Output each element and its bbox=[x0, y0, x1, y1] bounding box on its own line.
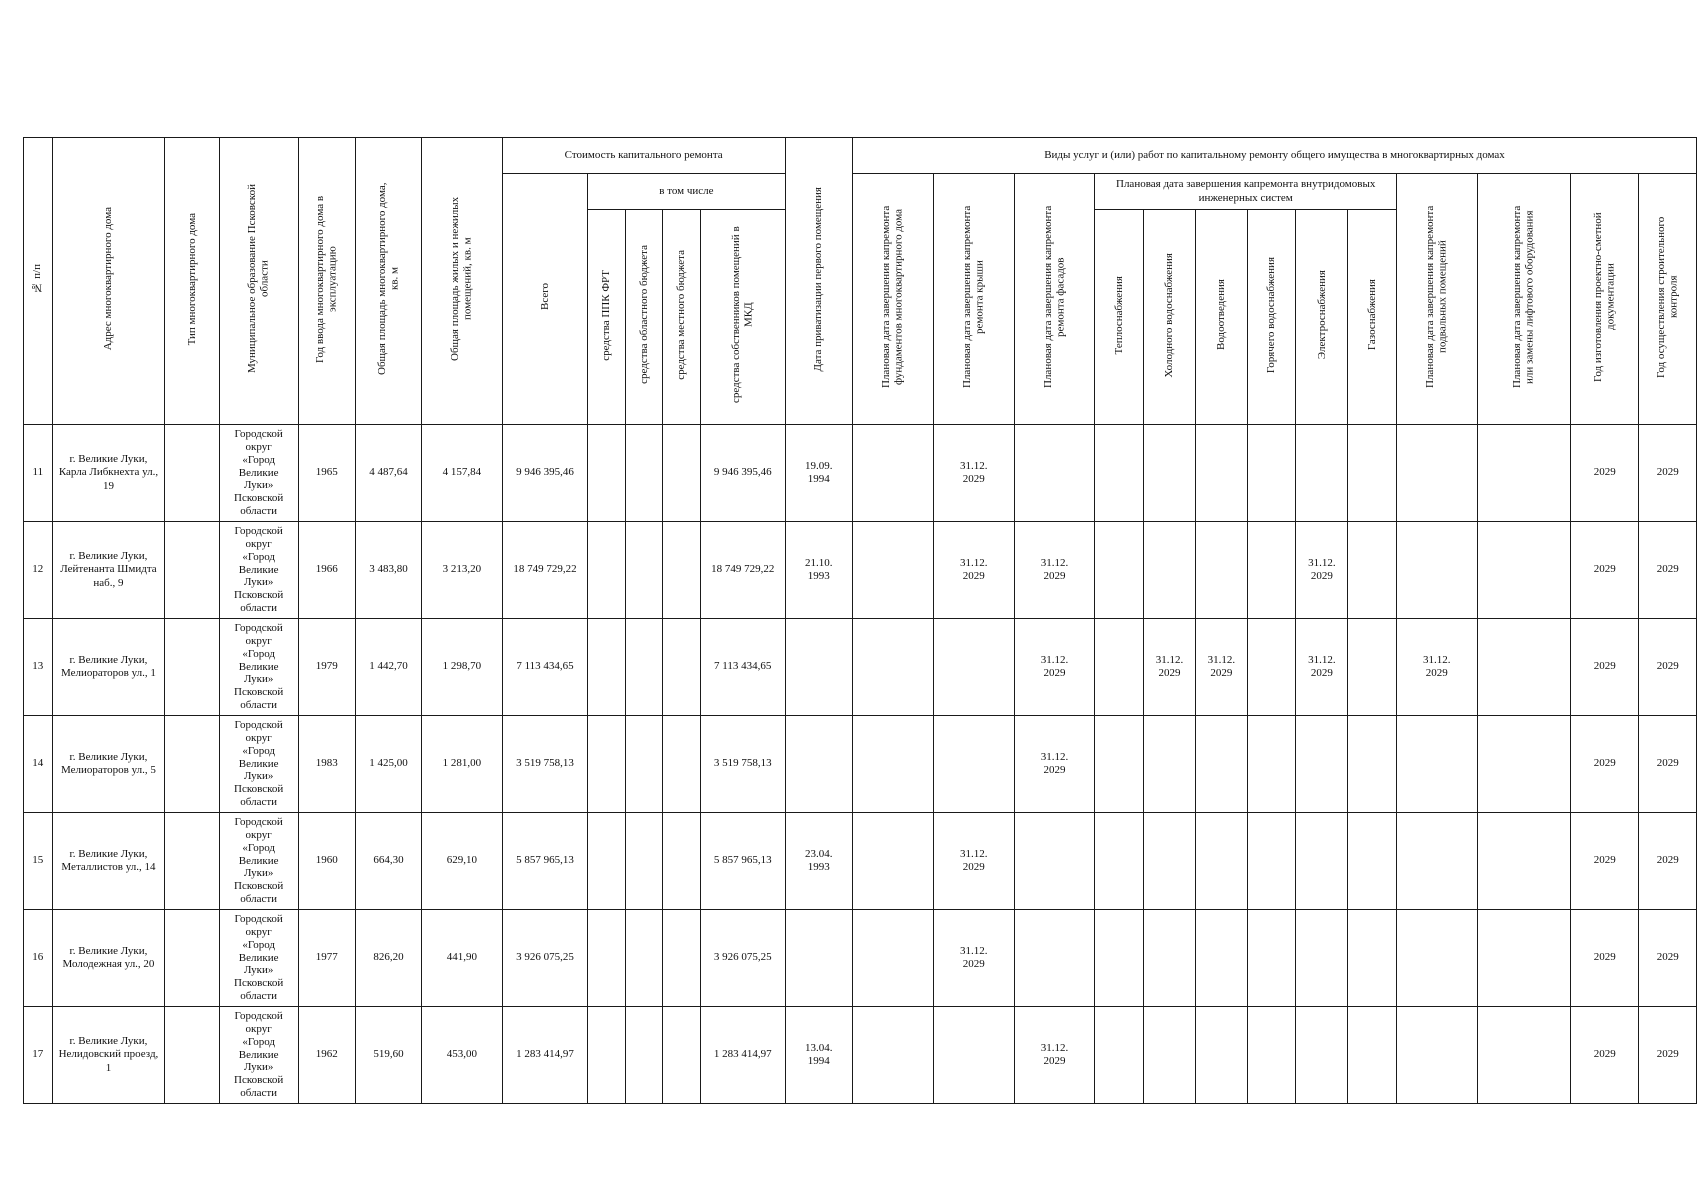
cell-facade: 31.12. 2029 bbox=[1014, 716, 1095, 813]
cell-drainage: 31.12. 2029 bbox=[1195, 619, 1247, 716]
cell-year: 1966 bbox=[298, 522, 355, 619]
col-header-num: № п/п bbox=[24, 138, 53, 425]
cell-hot-water bbox=[1247, 1007, 1295, 1104]
cell-facade: 31.12. 2029 bbox=[1014, 522, 1095, 619]
cell-total: 7 113 434,65 bbox=[502, 619, 588, 716]
cell-electricity bbox=[1296, 910, 1348, 1007]
cell-owners: 5 857 965,13 bbox=[700, 813, 785, 910]
cell-total: 3 926 075,25 bbox=[502, 910, 588, 1007]
cell-privatization: 21.10. 1993 bbox=[785, 522, 852, 619]
cell-privatization bbox=[785, 716, 852, 813]
cell-electricity bbox=[1296, 425, 1348, 522]
table-row bbox=[24, 619, 1697, 716]
cell-roof bbox=[933, 716, 1014, 813]
cell-local bbox=[663, 619, 701, 716]
cell-drainage bbox=[1195, 522, 1247, 619]
cell-elevator bbox=[1477, 619, 1570, 716]
cell-basement: 31.12. 2029 bbox=[1396, 619, 1477, 716]
cell-drainage bbox=[1195, 1007, 1247, 1104]
cell-facade bbox=[1014, 813, 1095, 910]
cell-num: 15 bbox=[24, 813, 53, 910]
table-row bbox=[24, 910, 1697, 1007]
cell-num: 12 bbox=[24, 522, 53, 619]
cell-heating bbox=[1095, 910, 1143, 1007]
col-header-living-area: Общая площадь жилых и нежилых помещений, кв. м bbox=[421, 138, 502, 425]
cell-elevator bbox=[1477, 910, 1570, 1007]
cell-control-year: 2029 bbox=[1639, 910, 1697, 1007]
cell-regional bbox=[626, 1007, 663, 1104]
cell-elevator bbox=[1477, 716, 1570, 813]
col-header-total-area: Общая площадь многоквартирного дома, кв. м bbox=[356, 138, 422, 425]
col-header-drainage: Водоотведения bbox=[1195, 210, 1247, 425]
cell-address: г. Великие Луки, Нелидовский проезд, 1 bbox=[52, 1007, 165, 1104]
col-header-works-group: Виды услуг и (или) работ по капитальному ремонту общего имущества в многоквартирных домах bbox=[852, 138, 1696, 174]
cell-year: 1962 bbox=[298, 1007, 355, 1104]
col-header-regional: средства областного бюджета bbox=[626, 210, 663, 425]
cell-privatization bbox=[785, 619, 852, 716]
cell-design-year: 2029 bbox=[1571, 1007, 1639, 1104]
cell-foundation bbox=[852, 425, 933, 522]
cell-municipality: Городской округ «Город Великие Луки» Псковской области bbox=[219, 1007, 298, 1104]
cell-design-year: 2029 bbox=[1571, 813, 1639, 910]
cell-heating bbox=[1095, 813, 1143, 910]
cell-cold-water bbox=[1143, 425, 1195, 522]
cell-control-year: 2029 bbox=[1639, 619, 1697, 716]
cell-cold-water bbox=[1143, 522, 1195, 619]
cell-roof bbox=[933, 619, 1014, 716]
col-header-type: Тип многоквартирного дома bbox=[165, 138, 219, 425]
cell-year: 1977 bbox=[298, 910, 355, 1007]
cell-foundation bbox=[852, 619, 933, 716]
cell-foundation bbox=[852, 522, 933, 619]
cell-control-year: 2029 bbox=[1639, 425, 1697, 522]
cell-address: г. Великие Луки, Карла Либкнехта ул., 19 bbox=[52, 425, 165, 522]
table-body bbox=[24, 425, 1697, 1104]
cell-living-area: 3 213,20 bbox=[421, 522, 502, 619]
table-row bbox=[24, 425, 1697, 522]
col-header-heating: Теплоснабжения bbox=[1095, 210, 1143, 425]
cell-privatization: 23.04. 1993 bbox=[785, 813, 852, 910]
cell-gas bbox=[1348, 716, 1396, 813]
cell-drainage bbox=[1195, 425, 1247, 522]
cell-basement bbox=[1396, 1007, 1477, 1104]
cell-privatization: 19.09. 1994 bbox=[785, 425, 852, 522]
col-header-electricity: Электроснабжения bbox=[1296, 210, 1348, 425]
cell-cold-water: 31.12. 2029 bbox=[1143, 619, 1195, 716]
cell-design-year: 2029 bbox=[1571, 619, 1639, 716]
cell-owners: 7 113 434,65 bbox=[700, 619, 785, 716]
cell-gas bbox=[1348, 522, 1396, 619]
cell-year: 1983 bbox=[298, 716, 355, 813]
cell-drainage bbox=[1195, 910, 1247, 1007]
col-header-gas: Газоснабжения bbox=[1348, 210, 1396, 425]
col-header-design-year: Год изготовления проектно-сметной документации bbox=[1571, 174, 1639, 425]
cell-roof bbox=[933, 1007, 1014, 1104]
cell-year: 1979 bbox=[298, 619, 355, 716]
cell-heating bbox=[1095, 1007, 1143, 1104]
cell-year: 1965 bbox=[298, 425, 355, 522]
cell-living-area: 629,10 bbox=[421, 813, 502, 910]
cell-local bbox=[663, 522, 701, 619]
cell-foundation bbox=[852, 910, 933, 1007]
col-header-privatization: Дата приватизации первого помещения bbox=[785, 138, 852, 425]
cell-municipality: Городской округ «Город Великие Луки» Псковской области bbox=[219, 813, 298, 910]
cell-electricity: 31.12. 2029 bbox=[1296, 522, 1348, 619]
cell-local bbox=[663, 910, 701, 1007]
col-header-foundation: Плановая дата завершения капремонта фундаментов многоквартирного дома bbox=[852, 174, 933, 425]
cell-hot-water bbox=[1247, 425, 1295, 522]
col-header-systems-group: Плановая дата завершения капремонта внутридомовых инженерных систем bbox=[1095, 174, 1396, 210]
col-header-year-built: Год ввода многоквартирного дома в эксплуатацию bbox=[298, 138, 355, 425]
cell-gas bbox=[1348, 813, 1396, 910]
cell-gas bbox=[1348, 619, 1396, 716]
cell-ppk bbox=[588, 619, 626, 716]
cell-regional bbox=[626, 425, 663, 522]
cell-type bbox=[165, 813, 219, 910]
cell-control-year: 2029 bbox=[1639, 1007, 1697, 1104]
cell-elevator bbox=[1477, 813, 1570, 910]
cell-total-area: 519,60 bbox=[356, 1007, 422, 1104]
cell-num: 14 bbox=[24, 716, 53, 813]
table-row bbox=[24, 522, 1697, 619]
cell-total-area: 4 487,64 bbox=[356, 425, 422, 522]
cell-facade: 31.12. 2029 bbox=[1014, 1007, 1095, 1104]
cell-privatization bbox=[785, 910, 852, 1007]
cell-num: 13 bbox=[24, 619, 53, 716]
cell-gas bbox=[1348, 425, 1396, 522]
cell-regional bbox=[626, 910, 663, 1007]
cell-basement bbox=[1396, 813, 1477, 910]
cell-local bbox=[663, 1007, 701, 1104]
cell-design-year: 2029 bbox=[1571, 425, 1639, 522]
table-row bbox=[24, 813, 1697, 910]
cell-regional bbox=[626, 716, 663, 813]
col-header-cost-group: Стоимость капитального ремонта bbox=[502, 138, 785, 174]
cell-facade bbox=[1014, 425, 1095, 522]
cell-municipality: Городской округ «Город Великие Луки» Псковской области bbox=[219, 522, 298, 619]
col-header-address: Адрес многоквартирного дома bbox=[52, 138, 165, 425]
cell-regional bbox=[626, 813, 663, 910]
cell-owners: 3 519 758,13 bbox=[700, 716, 785, 813]
cell-cold-water bbox=[1143, 910, 1195, 1007]
cell-type bbox=[165, 619, 219, 716]
cell-address: г. Великие Луки, Молодежная ул., 20 bbox=[52, 910, 165, 1007]
cell-total: 18 749 729,22 bbox=[502, 522, 588, 619]
col-header-hot-water: Горячего водоснабжения bbox=[1247, 210, 1295, 425]
cell-roof: 31.12. 2029 bbox=[933, 425, 1014, 522]
cell-control-year: 2029 bbox=[1639, 522, 1697, 619]
cell-heating bbox=[1095, 425, 1143, 522]
cell-owners: 3 926 075,25 bbox=[700, 910, 785, 1007]
cell-roof: 31.12. 2029 bbox=[933, 910, 1014, 1007]
col-header-local: средства местного бюджета bbox=[663, 210, 701, 425]
cell-drainage bbox=[1195, 716, 1247, 813]
cell-year: 1960 bbox=[298, 813, 355, 910]
cell-heating bbox=[1095, 716, 1143, 813]
table-row bbox=[24, 716, 1697, 813]
cell-address: г. Великие Луки, Лейтенанта Шмидта наб., 9 bbox=[52, 522, 165, 619]
cell-address: г. Великие Луки, Мелиораторов ул., 1 bbox=[52, 619, 165, 716]
cell-total-area: 664,30 bbox=[356, 813, 422, 910]
col-header-control-year: Год осуществления строительного контроля bbox=[1639, 174, 1697, 425]
cell-living-area: 1 298,70 bbox=[421, 619, 502, 716]
cell-basement bbox=[1396, 910, 1477, 1007]
col-header-basement: Плановая дата завершения капремонта подвальных помещений bbox=[1396, 174, 1477, 425]
cell-hot-water bbox=[1247, 522, 1295, 619]
cell-ppk bbox=[588, 910, 626, 1007]
cell-owners: 1 283 414,97 bbox=[700, 1007, 785, 1104]
col-header-incl: в том числе bbox=[588, 174, 785, 210]
col-header-cold-water: Холодного водоснабжения bbox=[1143, 210, 1195, 425]
cell-living-area: 4 157,84 bbox=[421, 425, 502, 522]
col-header-ppk: средства ППК ФРТ bbox=[588, 210, 626, 425]
cell-local bbox=[663, 716, 701, 813]
cell-drainage bbox=[1195, 813, 1247, 910]
cell-electricity bbox=[1296, 813, 1348, 910]
cell-foundation bbox=[852, 716, 933, 813]
table-row bbox=[24, 1007, 1697, 1104]
cell-hot-water bbox=[1247, 910, 1295, 1007]
cell-facade: 31.12. 2029 bbox=[1014, 619, 1095, 716]
cell-total: 1 283 414,97 bbox=[502, 1007, 588, 1104]
cell-cold-water bbox=[1143, 1007, 1195, 1104]
cell-total-area: 826,20 bbox=[356, 910, 422, 1007]
cell-regional bbox=[626, 522, 663, 619]
cell-municipality: Городской округ «Город Великие Луки» Псковской области bbox=[219, 716, 298, 813]
cell-local bbox=[663, 425, 701, 522]
cell-cold-water bbox=[1143, 813, 1195, 910]
cell-living-area: 1 281,00 bbox=[421, 716, 502, 813]
cell-control-year: 2029 bbox=[1639, 716, 1697, 813]
capital-repair-table bbox=[23, 137, 1697, 1104]
cell-num: 16 bbox=[24, 910, 53, 1007]
col-header-roof: Плановая дата завершения капремонта ремонта крыши bbox=[933, 174, 1014, 425]
cell-address: г. Великие Луки, Мелиораторов ул., 5 bbox=[52, 716, 165, 813]
cell-elevator bbox=[1477, 425, 1570, 522]
cell-ppk bbox=[588, 522, 626, 619]
cell-electricity bbox=[1296, 716, 1348, 813]
cell-design-year: 2029 bbox=[1571, 716, 1639, 813]
col-header-municipality: Муниципальное образование Псковской области bbox=[219, 138, 298, 425]
cell-electricity: 31.12. 2029 bbox=[1296, 619, 1348, 716]
cell-type bbox=[165, 910, 219, 1007]
cell-municipality: Городской округ «Город Великие Луки» Псковской области bbox=[219, 619, 298, 716]
cell-hot-water bbox=[1247, 813, 1295, 910]
col-header-facade: Плановая дата завершения капремонта ремонта фасадов bbox=[1014, 174, 1095, 425]
cell-control-year: 2029 bbox=[1639, 813, 1697, 910]
cell-hot-water bbox=[1247, 619, 1295, 716]
cell-living-area: 453,00 bbox=[421, 1007, 502, 1104]
cell-total: 9 946 395,46 bbox=[502, 425, 588, 522]
cell-local bbox=[663, 813, 701, 910]
cell-ppk bbox=[588, 1007, 626, 1104]
cell-regional bbox=[626, 619, 663, 716]
cell-municipality: Городской округ «Город Великие Луки» Псковской области bbox=[219, 425, 298, 522]
cell-owners: 18 749 729,22 bbox=[700, 522, 785, 619]
cell-type bbox=[165, 425, 219, 522]
cell-hot-water bbox=[1247, 716, 1295, 813]
cell-type bbox=[165, 1007, 219, 1104]
cell-ppk bbox=[588, 813, 626, 910]
cell-type bbox=[165, 716, 219, 813]
cell-facade bbox=[1014, 910, 1095, 1007]
cell-cold-water bbox=[1143, 716, 1195, 813]
cell-electricity bbox=[1296, 1007, 1348, 1104]
cell-total: 5 857 965,13 bbox=[502, 813, 588, 910]
cell-basement bbox=[1396, 425, 1477, 522]
cell-owners: 9 946 395,46 bbox=[700, 425, 785, 522]
header-row-1 bbox=[24, 138, 1697, 174]
col-header-total: Всего bbox=[502, 174, 588, 425]
cell-roof: 31.12. 2029 bbox=[933, 522, 1014, 619]
cell-total-area: 1 442,70 bbox=[356, 619, 422, 716]
cell-living-area: 441,90 bbox=[421, 910, 502, 1007]
cell-ppk bbox=[588, 425, 626, 522]
cell-ppk bbox=[588, 716, 626, 813]
cell-address: г. Великие Луки, Металлистов ул., 14 bbox=[52, 813, 165, 910]
cell-heating bbox=[1095, 522, 1143, 619]
cell-type bbox=[165, 522, 219, 619]
cell-total-area: 3 483,80 bbox=[356, 522, 422, 619]
cell-num: 17 bbox=[24, 1007, 53, 1104]
cell-municipality: Городской округ «Город Великие Луки» Псковской области bbox=[219, 910, 298, 1007]
cell-basement bbox=[1396, 716, 1477, 813]
cell-total: 3 519 758,13 bbox=[502, 716, 588, 813]
cell-roof: 31.12. 2029 bbox=[933, 813, 1014, 910]
cell-elevator bbox=[1477, 1007, 1570, 1104]
cell-design-year: 2029 bbox=[1571, 910, 1639, 1007]
col-header-owners: средства собственников помещений в МКД bbox=[700, 210, 785, 425]
cell-design-year: 2029 bbox=[1571, 522, 1639, 619]
cell-total-area: 1 425,00 bbox=[356, 716, 422, 813]
cell-gas bbox=[1348, 1007, 1396, 1104]
cell-num: 11 bbox=[24, 425, 53, 522]
cell-heating bbox=[1095, 619, 1143, 716]
cell-foundation bbox=[852, 813, 933, 910]
cell-privatization: 13.04. 1994 bbox=[785, 1007, 852, 1104]
cell-foundation bbox=[852, 1007, 933, 1104]
cell-elevator bbox=[1477, 522, 1570, 619]
col-header-elevator: Плановая дата завершения капремонта или замены лифтового оборудования bbox=[1477, 174, 1570, 425]
cell-gas bbox=[1348, 910, 1396, 1007]
cell-basement bbox=[1396, 522, 1477, 619]
